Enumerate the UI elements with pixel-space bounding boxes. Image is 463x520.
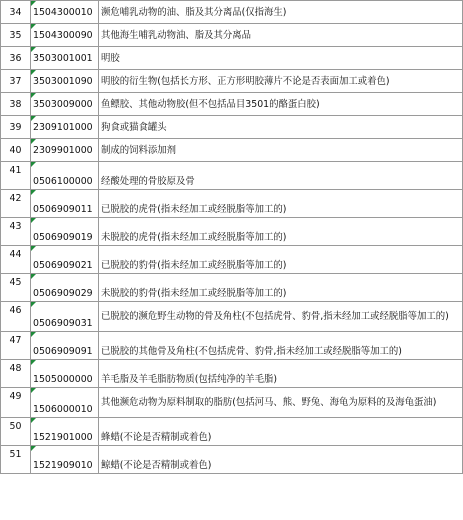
table-body bbox=[1, 1, 463, 474]
comment-marker-icon bbox=[31, 418, 36, 423]
description-cell: 明胶的衍生物(包括长方形、正方形明胶薄片不论是否表面加工或着色) bbox=[99, 70, 463, 93]
comment-marker-icon bbox=[31, 302, 36, 307]
row-number: 40 bbox=[1, 139, 31, 162]
description-cell: 未脱胶的虎骨(指未经加工或经脱脂等加工的) bbox=[99, 218, 463, 246]
row-number: 36 bbox=[1, 47, 31, 70]
comment-marker-icon bbox=[31, 388, 36, 393]
row-number: 34 bbox=[1, 1, 31, 24]
description-cell: 已脱胶的其他骨及角柱(不包括虎骨、豹骨,指未经加工或经脱脂等加工的) bbox=[99, 332, 463, 360]
comment-marker-icon bbox=[31, 116, 36, 121]
comment-marker-icon bbox=[31, 70, 36, 75]
row-number: 38 bbox=[1, 93, 31, 116]
description-cell: 已脱胶的豹骨(指未经加工或经脱脂等加工的) bbox=[99, 246, 463, 274]
table-row bbox=[1, 24, 463, 47]
hs-code-cell: 1521909010 bbox=[31, 446, 99, 474]
hs-code-cell: 0506909031 bbox=[31, 302, 99, 332]
row-number: 35 bbox=[1, 24, 31, 47]
row-number: 50 bbox=[1, 418, 31, 446]
hs-code-cell: 3503001090 bbox=[31, 70, 99, 93]
table-row bbox=[1, 93, 463, 116]
row-number: 43 bbox=[1, 218, 31, 246]
table-row bbox=[1, 1, 463, 24]
row-number: 39 bbox=[1, 116, 31, 139]
description-cell: 其他海生哺乳动物油、脂及其分离品 bbox=[99, 24, 463, 47]
table-row bbox=[1, 246, 463, 274]
table-row bbox=[1, 388, 463, 418]
comment-marker-icon bbox=[31, 446, 36, 451]
hs-code-cell: 3503001001 bbox=[31, 47, 99, 70]
description-cell: 制成的饲料添加剂 bbox=[99, 139, 463, 162]
row-number: 45 bbox=[1, 274, 31, 302]
description-cell: 蜂蜡(不论是否精制或着色) bbox=[99, 418, 463, 446]
comment-marker-icon bbox=[31, 190, 36, 195]
description-cell: 狗食或猫食罐头 bbox=[99, 116, 463, 139]
hs-code-cell: 0506909021 bbox=[31, 246, 99, 274]
description-cell: 已脱胶的濒危野生动物的骨及角柱(不包括虎骨、豹骨,指未经加工或经脱脂等加工的) bbox=[99, 302, 463, 332]
table-row bbox=[1, 446, 463, 474]
table-row bbox=[1, 418, 463, 446]
table-row bbox=[1, 332, 463, 360]
description-cell: 经酸处理的骨胶原及骨 bbox=[99, 162, 463, 190]
comment-marker-icon bbox=[31, 47, 36, 52]
row-number: 49 bbox=[1, 388, 31, 418]
description-cell: 明胶 bbox=[99, 47, 463, 70]
hs-code-cell: 0506909019 bbox=[31, 218, 99, 246]
description-cell: 鱼鳔胶、其他动物胶(但不包括品目3501的酪蛋白胶) bbox=[99, 93, 463, 116]
comment-marker-icon bbox=[31, 332, 36, 337]
table-row bbox=[1, 360, 463, 388]
comment-marker-icon bbox=[31, 24, 36, 29]
table-row bbox=[1, 302, 463, 332]
hs-code-cell: 0506909029 bbox=[31, 274, 99, 302]
description-cell: 已脱胶的虎骨(指未经加工或经脱脂等加工的) bbox=[99, 190, 463, 218]
description-cell: 濒危哺乳动物的油、脂及其分离品(仅指海生) bbox=[99, 1, 463, 24]
hs-code-cell: 3503009000 bbox=[31, 93, 99, 116]
table-row bbox=[1, 70, 463, 93]
comment-marker-icon bbox=[31, 274, 36, 279]
row-number: 44 bbox=[1, 246, 31, 274]
hs-code-cell: 1504300090 bbox=[31, 24, 99, 47]
row-number: 47 bbox=[1, 332, 31, 360]
comment-marker-icon bbox=[31, 162, 36, 167]
description-cell: 羊毛脂及羊毛脂肪物质(包括纯净的羊毛脂) bbox=[99, 360, 463, 388]
hs-code-cell: 1506000010 bbox=[31, 388, 99, 418]
hs-code-cell: 0506909011 bbox=[31, 190, 99, 218]
table-row bbox=[1, 218, 463, 246]
comment-marker-icon bbox=[31, 246, 36, 251]
hs-code-cell: 1521901000 bbox=[31, 418, 99, 446]
hs-code-cell: 0506100000 bbox=[31, 162, 99, 190]
comment-marker-icon bbox=[31, 218, 36, 223]
hs-code-cell: 2309901000 bbox=[31, 139, 99, 162]
row-number: 48 bbox=[1, 360, 31, 388]
hs-code-cell: 2309101000 bbox=[31, 116, 99, 139]
comment-marker-icon bbox=[31, 360, 36, 365]
description-cell: 其他濒危动物为原料制取的脂肪(包括河马、熊、野兔、海龟为原料的及海龟蛋油) bbox=[99, 388, 463, 418]
table-row bbox=[1, 47, 463, 70]
row-number: 46 bbox=[1, 302, 31, 332]
row-number: 41 bbox=[1, 162, 31, 190]
hs-code-cell: 1505000000 bbox=[31, 360, 99, 388]
table-row bbox=[1, 162, 463, 190]
hs-code-cell: 1504300010 bbox=[31, 1, 99, 24]
table-row bbox=[1, 190, 463, 218]
description-cell: 未脱胶的豹骨(指未经加工或经脱脂等加工的) bbox=[99, 274, 463, 302]
table-row bbox=[1, 116, 463, 139]
description-cell: 鲸蜡(不论是否精制或着色) bbox=[99, 446, 463, 474]
row-number: 51 bbox=[1, 446, 31, 474]
hs-code-cell: 0506909091 bbox=[31, 332, 99, 360]
row-number: 37 bbox=[1, 70, 31, 93]
row-number: 42 bbox=[1, 190, 31, 218]
comment-marker-icon bbox=[31, 139, 36, 144]
comment-marker-icon bbox=[31, 93, 36, 98]
table-row bbox=[1, 274, 463, 302]
comment-marker-icon bbox=[31, 1, 36, 6]
table-row bbox=[1, 139, 463, 162]
